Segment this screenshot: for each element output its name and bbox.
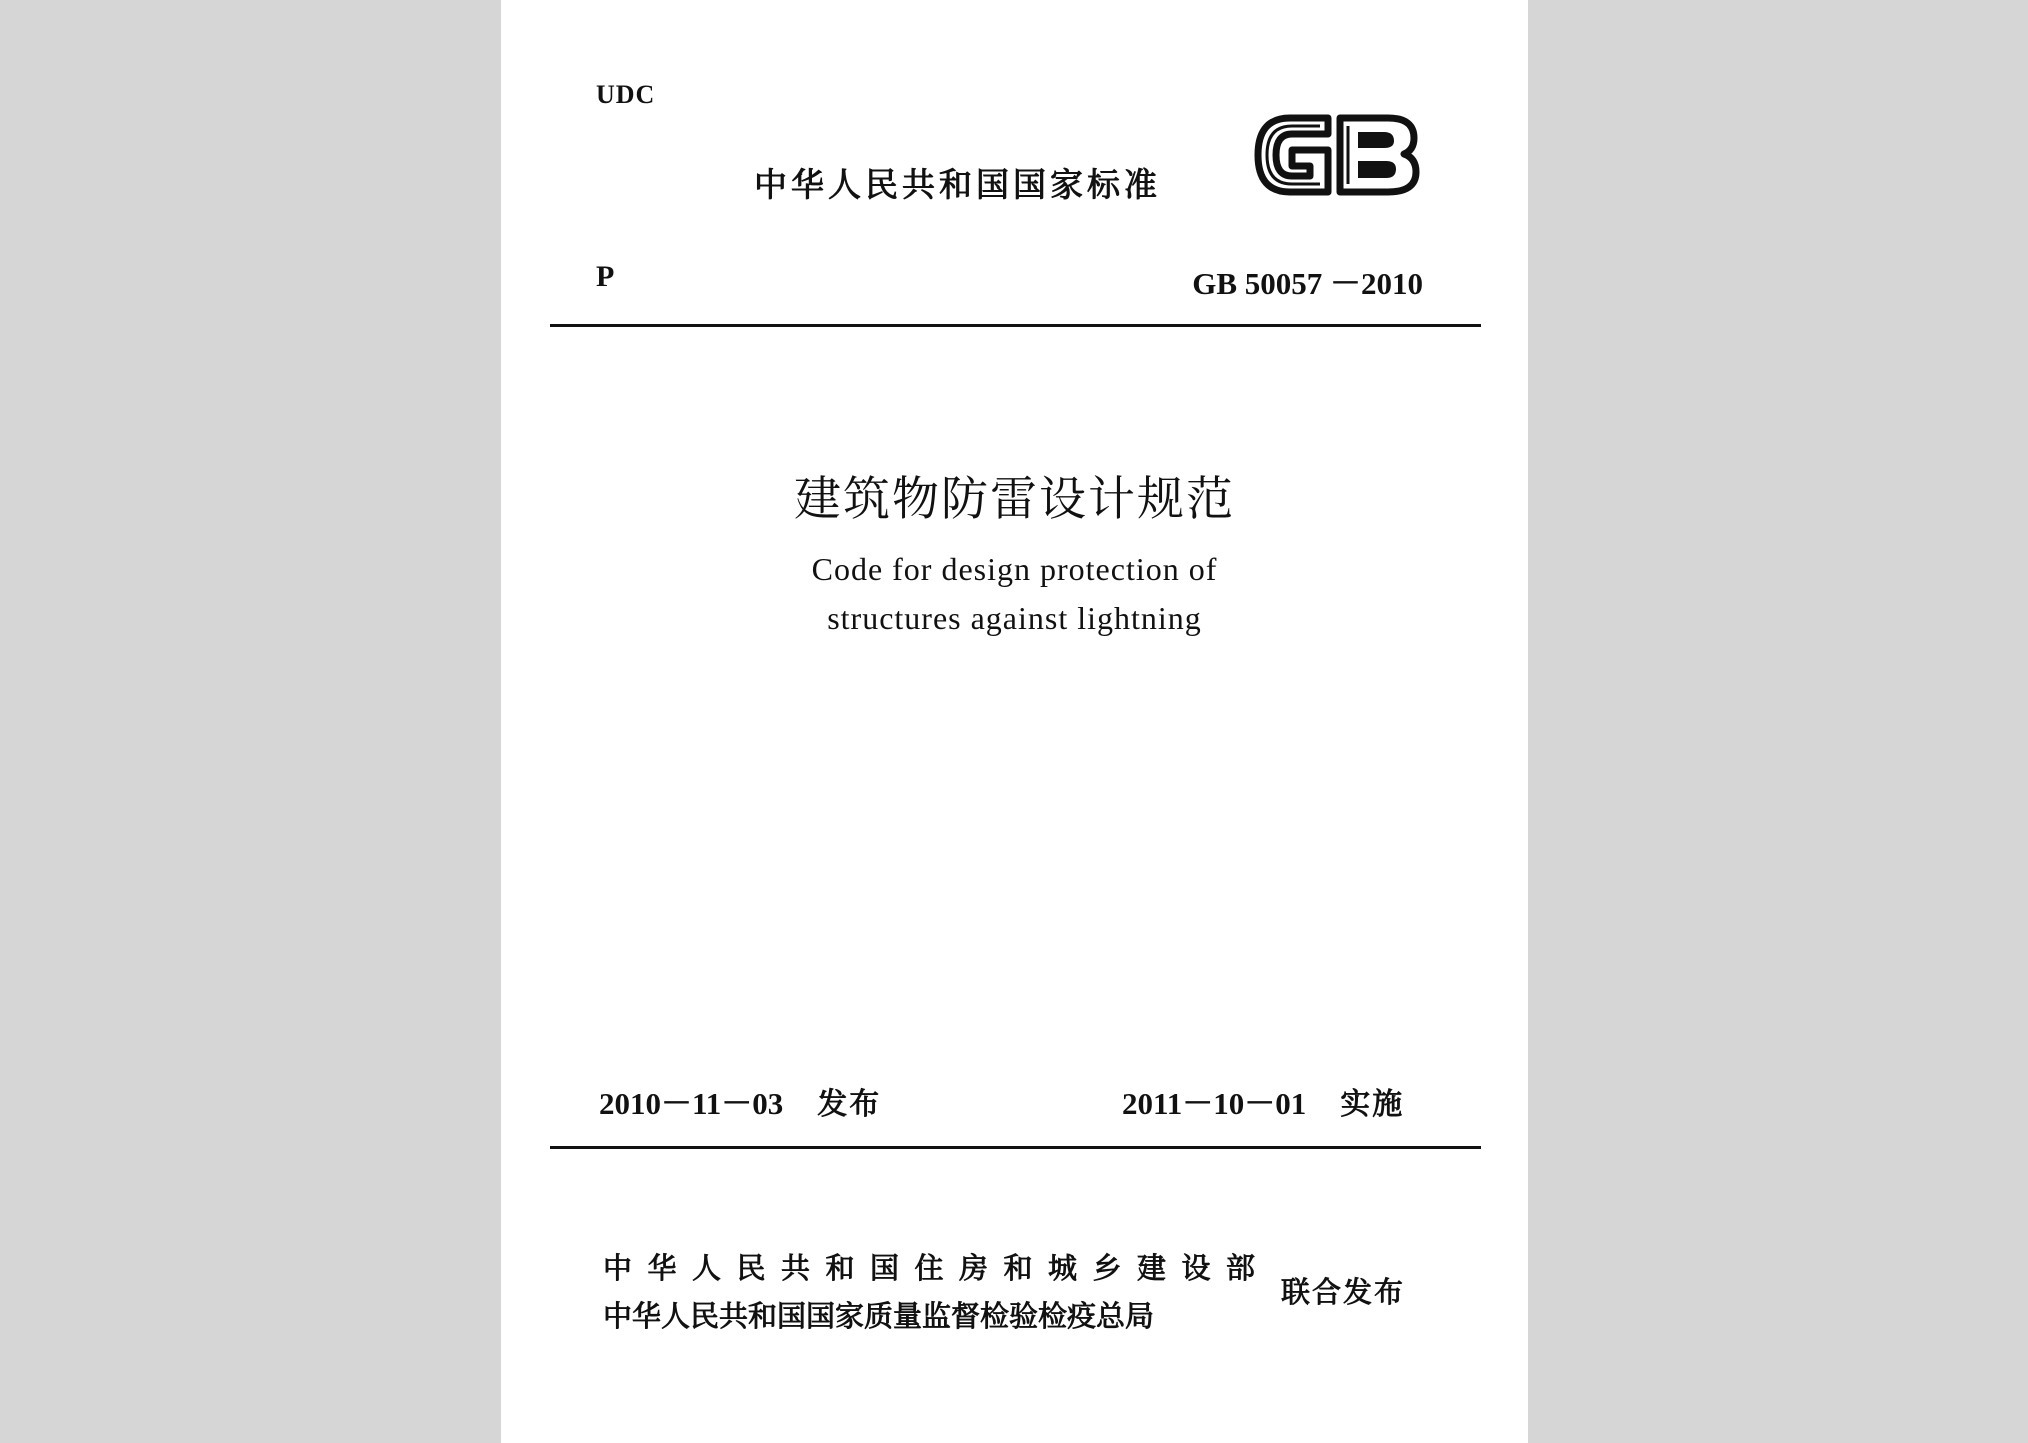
national-standard-heading: 中华人民共和国国家标准 <box>754 165 1161 204</box>
gb-logo <box>1250 108 1422 202</box>
gb-logo-g-letter <box>1258 118 1328 192</box>
effective-date: 2011－10－01 <box>1122 1086 1307 1121</box>
effective-date-block <box>1122 1078 1404 1123</box>
issue-label: 发布 <box>817 1087 882 1122</box>
publisher-line-2: 中华人民共和国国家质量监督检验检疫总局 <box>603 1299 1155 1333</box>
category-code: P <box>596 260 615 293</box>
standard-number: GB 50057 －2010 <box>1192 266 1423 301</box>
udc-label: UDC <box>596 80 656 109</box>
document-page <box>501 0 1528 1443</box>
joint-release-label: 联合发布 <box>1281 1275 1406 1309</box>
effective-label: 实施 <box>1340 1087 1405 1122</box>
issue-date-block <box>599 1078 881 1123</box>
title-chinese: 建筑物防雷设计规范 <box>794 472 1235 527</box>
publisher-line-1: 中华人民共和国住房和城乡建设部 <box>603 1251 1271 1285</box>
top-divider <box>550 324 1481 327</box>
issue-date: 2010－11－03 <box>599 1086 784 1121</box>
gb-logo-b-letter <box>1340 118 1416 192</box>
title-english-line-2: structures against lightning <box>827 600 1202 636</box>
title-english-line-1: Code for design protection of <box>811 551 1218 587</box>
bottom-divider <box>550 1146 1481 1149</box>
